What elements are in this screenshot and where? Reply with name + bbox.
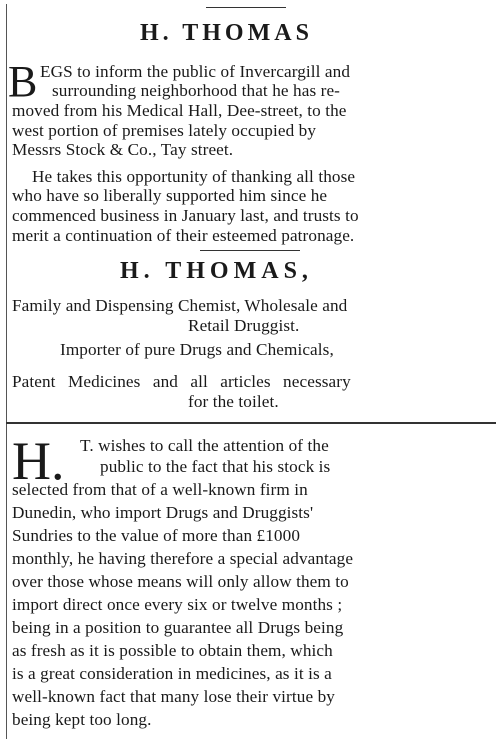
ad1-line: who have so liberally supported him since he (12, 186, 328, 205)
ad2-heading: H. THOMAS, (120, 258, 313, 284)
ad3-line: being kept too long. (12, 710, 152, 729)
column-rule (6, 4, 7, 739)
ad3-line: well-known fact that many lose their virtue by (12, 687, 335, 706)
ad1-heading: H. THOMAS (140, 20, 313, 46)
ad3-line: selected from that of a well-known firm in (12, 480, 308, 499)
ad1-line: EGS to inform the public of Invercargill and (40, 62, 351, 81)
ad3-line: Dunedin, who import Drugs and Druggists' (12, 503, 314, 522)
ad3-line: public to the fact that his stock is (100, 457, 331, 476)
ad2-line: Retail Druggist. (188, 316, 300, 335)
ad1-line: Messrs Stock & Co., Tay street. (12, 140, 234, 159)
ad1-line: commenced business in January last, and trusts to (12, 206, 359, 225)
ad2-line: Family and Dispensing Chemist, Wholesale and (12, 296, 348, 315)
ad2-line: Patent Medicines and all articles necessary (12, 372, 351, 391)
section-rule (6, 422, 496, 424)
ad1-line: moved from his Medical Hall, Dee-street, to the (12, 101, 347, 120)
ad3-line: import direct once every six or twelve months ; (12, 595, 343, 614)
ad3-line: being in a position to guarantee all Drugs being (12, 618, 344, 637)
ad3-line: T. wishes to call the attention of the (80, 436, 329, 455)
ad3-line: as fresh as it is possible to obtain them, which (12, 641, 333, 660)
ad1-line: merit a continuation of their esteemed patronage. (12, 226, 355, 245)
ad3-line: Sundries to the value of more than £1000 (12, 526, 301, 545)
top-rule (206, 7, 286, 8)
ad1-line: west portion of premises lately occupied by (12, 121, 317, 140)
ad1-line: surrounding neighborhood that he has re- (52, 81, 341, 100)
ad1-dropcap: B (8, 57, 38, 106)
ad3-line: monthly, he having therefore a special advantage (12, 549, 354, 568)
ad1-line: He takes this opportunity of thanking all those (32, 167, 356, 186)
ad3-line: over those whose means will only allow them to (12, 572, 349, 591)
ad2-line: Importer of pure Drugs and Chemicals, (60, 340, 334, 359)
ad3-dropcap: H. (12, 431, 65, 491)
divider-rule (200, 250, 300, 251)
ad3-line: is a great consideration in medicines, as it is a (12, 664, 332, 683)
ad2-line: for the toilet. (188, 392, 279, 411)
